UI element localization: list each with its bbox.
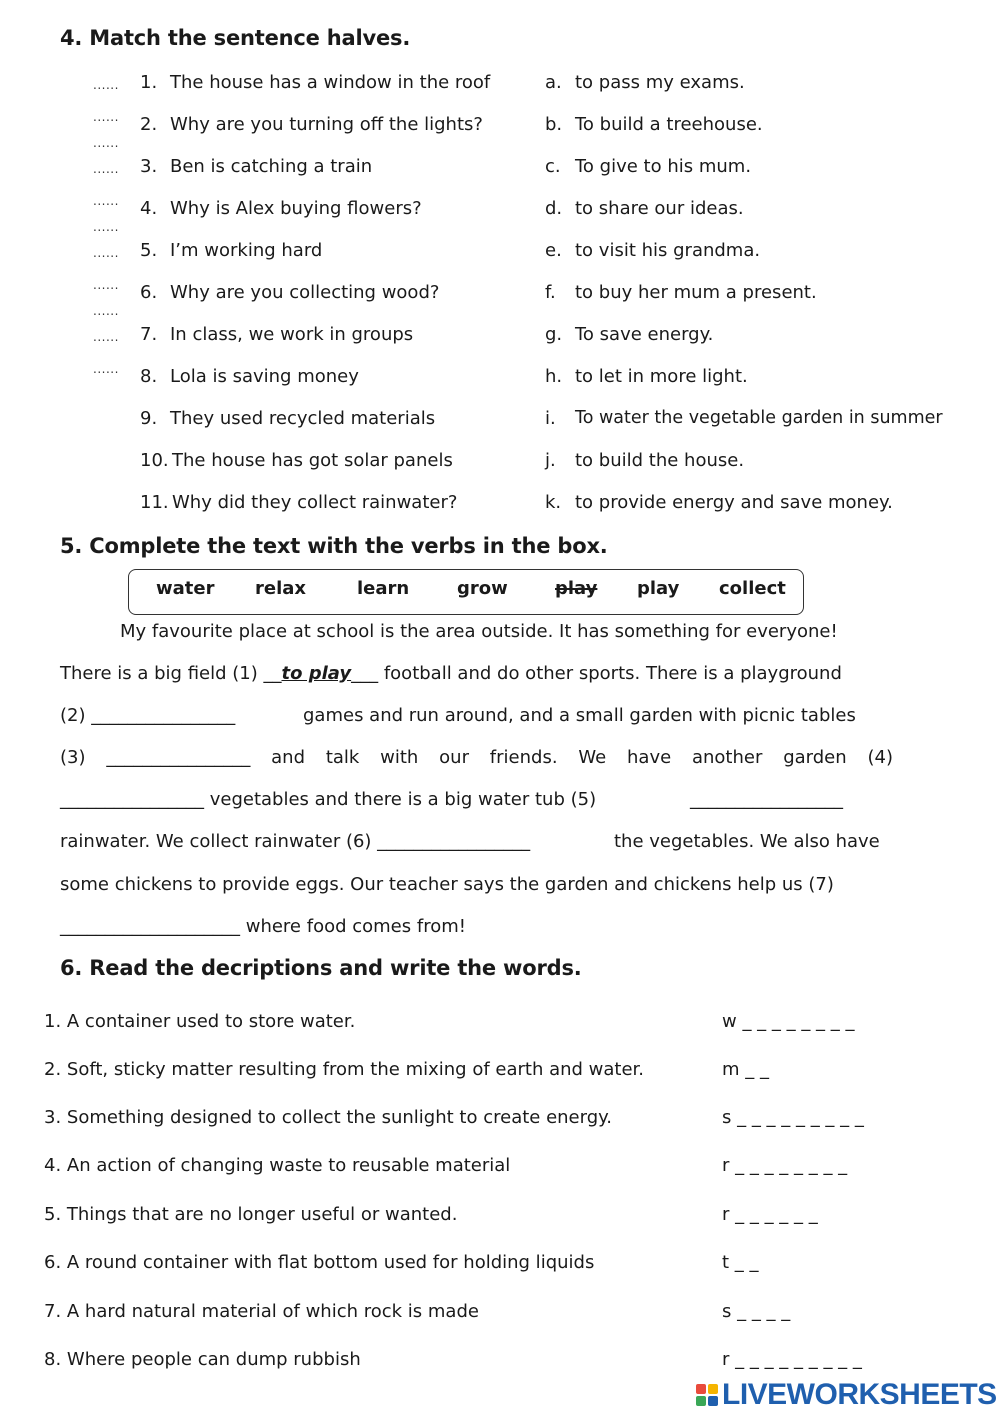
word-box-item: relax — [255, 578, 307, 599]
answer-blank[interactable]: ...... — [93, 194, 119, 208]
word-hint[interactable]: r _ _ _ _ _ _ _ _ — [722, 1155, 848, 1176]
list-item: Why did they collect rainwater? — [172, 492, 458, 513]
paragraph-line: games and run around, and a small garden with picnic tables — [303, 705, 856, 726]
list-item: The house has a window in the roof — [170, 72, 491, 93]
description-item: 1. A container used to store water. — [44, 1011, 356, 1032]
list-item-num: 1. — [140, 72, 158, 93]
list-item-letter: j. — [545, 450, 556, 471]
list-item: Why are you turning off the lights? — [170, 114, 483, 135]
list-item-num: 9. — [140, 408, 158, 429]
list-item-num: 8. — [140, 366, 158, 387]
list-item-letter: e. — [545, 240, 562, 261]
answer-blank[interactable]: ...... — [93, 136, 119, 150]
list-item: To build a treehouse. — [575, 114, 763, 135]
answer-blank[interactable]: ...... — [93, 78, 119, 92]
list-item: to build the house. — [575, 450, 745, 471]
text: garden — [783, 747, 847, 768]
word-box-item: learn — [357, 578, 410, 599]
list-item-num: 7. — [140, 324, 158, 345]
word-box-item-used: play — [555, 578, 598, 599]
paragraph-line: ____________________ where food comes from! — [60, 916, 466, 937]
list-item: Ben is catching a train — [170, 156, 373, 177]
text: talk — [325, 747, 360, 768]
example-answer: to play — [281, 663, 352, 684]
text: There is a big field (1) __ — [60, 663, 282, 684]
list-item-letter: f. — [545, 282, 556, 303]
word-hint[interactable]: s _ _ _ _ _ _ _ _ _ — [722, 1107, 864, 1128]
paragraph-line: My favourite place at school is the area outside. It has something for everyone! — [120, 621, 838, 642]
list-item: Why are you collecting wood? — [170, 282, 440, 303]
list-item-letter: i. — [545, 408, 556, 429]
list-item-num: 5. — [140, 240, 158, 261]
list-item: To water the vegetable garden in summer — [575, 408, 943, 428]
word-hint[interactable]: s _ _ _ _ — [722, 1301, 791, 1322]
list-item-num: 10. — [140, 450, 169, 471]
list-item-num: 6. — [140, 282, 158, 303]
text: another — [691, 747, 763, 768]
description-item: 2. Soft, sticky matter resulting from the mixing of earth and water. — [44, 1059, 645, 1080]
answer-blank[interactable]: ...... — [93, 220, 119, 234]
paragraph-line — [60, 663, 842, 684]
description-item: 8. Where people can dump rubbish — [44, 1349, 361, 1370]
word-hint[interactable]: r _ _ _ _ _ _ — [722, 1204, 818, 1225]
paragraph-line: the vegetables. We also have — [614, 831, 880, 852]
text: have — [627, 747, 672, 768]
blank[interactable]: _________________ — [690, 789, 843, 810]
word-hint[interactable]: t _ _ — [722, 1252, 759, 1273]
logo-text: LIVEWORKSHEETS — [722, 1378, 997, 1411]
answer-blank[interactable]: ...... — [93, 110, 119, 124]
word-box-item: play — [637, 578, 680, 599]
word-box-item: grow — [457, 578, 508, 599]
list-item: to pass my exams. — [575, 72, 745, 93]
text: We — [578, 747, 607, 768]
list-item-letter: c. — [545, 156, 561, 177]
text: with — [380, 747, 419, 768]
word-hint[interactable]: m _ _ — [722, 1059, 769, 1080]
list-item: to let in more light. — [575, 366, 748, 387]
text: and — [271, 747, 305, 768]
list-item: In class, we work in groups — [170, 324, 414, 345]
list-item: To give to his mum. — [575, 156, 752, 177]
description-item: 6. A round container with flat bottom used for holding liquids — [44, 1252, 595, 1273]
blank[interactable]: ________________ — [106, 747, 251, 768]
description-item: 3. Something designed to collect the sunlight to create energy. — [44, 1107, 612, 1128]
list-item: They used recycled materials — [170, 408, 436, 429]
word-hint[interactable]: r _ _ _ _ _ _ _ _ _ — [722, 1349, 862, 1370]
list-item: to share our ideas. — [575, 198, 744, 219]
text: (4) — [867, 747, 893, 768]
answer-blank[interactable]: ...... — [93, 362, 119, 376]
section6-title: 6. Read the decriptions and write the words. — [60, 956, 582, 980]
text: (3) — [60, 747, 86, 768]
list-item-num: 2. — [140, 114, 158, 135]
list-item-letter: a. — [545, 72, 562, 93]
word-hint[interactable]: w _ _ _ _ _ _ _ _ — [722, 1011, 855, 1032]
word-box-item: collect — [719, 578, 786, 599]
paragraph-line: ________________ vegetables and there is a big water tub (5) — [60, 789, 597, 810]
answer-blank[interactable]: ...... — [93, 330, 119, 344]
logo-square — [696, 1396, 706, 1406]
list-item: The house has got solar panels — [172, 450, 453, 471]
list-item: to visit his grandma. — [575, 240, 761, 261]
list-item-num: 11. — [140, 492, 169, 513]
list-item-num: 4. — [140, 198, 158, 219]
logo-square — [708, 1384, 718, 1394]
description-item: 5. Things that are no longer useful or wanted. — [44, 1204, 458, 1225]
list-item: Lola is saving money — [170, 366, 359, 387]
logo-square — [696, 1384, 706, 1394]
list-item-letter: g. — [545, 324, 563, 345]
list-item: To save energy. — [575, 324, 714, 345]
list-item-num: 3. — [140, 156, 158, 177]
section5-title: 5. Complete the text with the verbs in the box. — [60, 534, 608, 558]
text: our — [439, 747, 469, 768]
paragraph-line — [60, 747, 893, 768]
blank-label[interactable]: (2) ________________ — [60, 705, 236, 726]
list-item: Why is Alex buying flowers? — [170, 198, 422, 219]
list-item-letter: d. — [545, 198, 563, 219]
list-item-letter: k. — [545, 492, 562, 513]
list-item: to provide energy and save money. — [575, 492, 893, 513]
description-item: 7. A hard natural material of which rock is made — [44, 1301, 479, 1322]
answer-blank[interactable]: ...... — [93, 162, 119, 176]
logo-icon — [696, 1384, 718, 1406]
section4-title: 4. Match the sentence halves. — [60, 26, 411, 50]
liveworksheets-logo — [696, 1378, 997, 1412]
text: ___ football and do other sports. There is a playground — [351, 663, 842, 684]
answer-blank[interactable]: ...... — [93, 278, 119, 292]
paragraph-line: rainwater. We collect rainwater (6) _________________ — [60, 831, 531, 852]
logo-square — [708, 1396, 718, 1406]
text: friends. — [489, 747, 558, 768]
answer-blank[interactable]: ...... — [93, 246, 119, 260]
paragraph-line: some chickens to provide eggs. Our teacher says the garden and chickens help us (7) — [60, 874, 834, 895]
list-item: I’m working hard — [170, 240, 323, 261]
description-item: 4. An action of changing waste to reusable material — [44, 1155, 511, 1176]
list-item: to buy her mum a present. — [575, 282, 817, 303]
list-item-letter: b. — [545, 114, 563, 135]
answer-blank[interactable]: ...... — [93, 304, 119, 318]
list-item-letter: h. — [545, 366, 563, 387]
word-box-item: water — [156, 578, 215, 599]
